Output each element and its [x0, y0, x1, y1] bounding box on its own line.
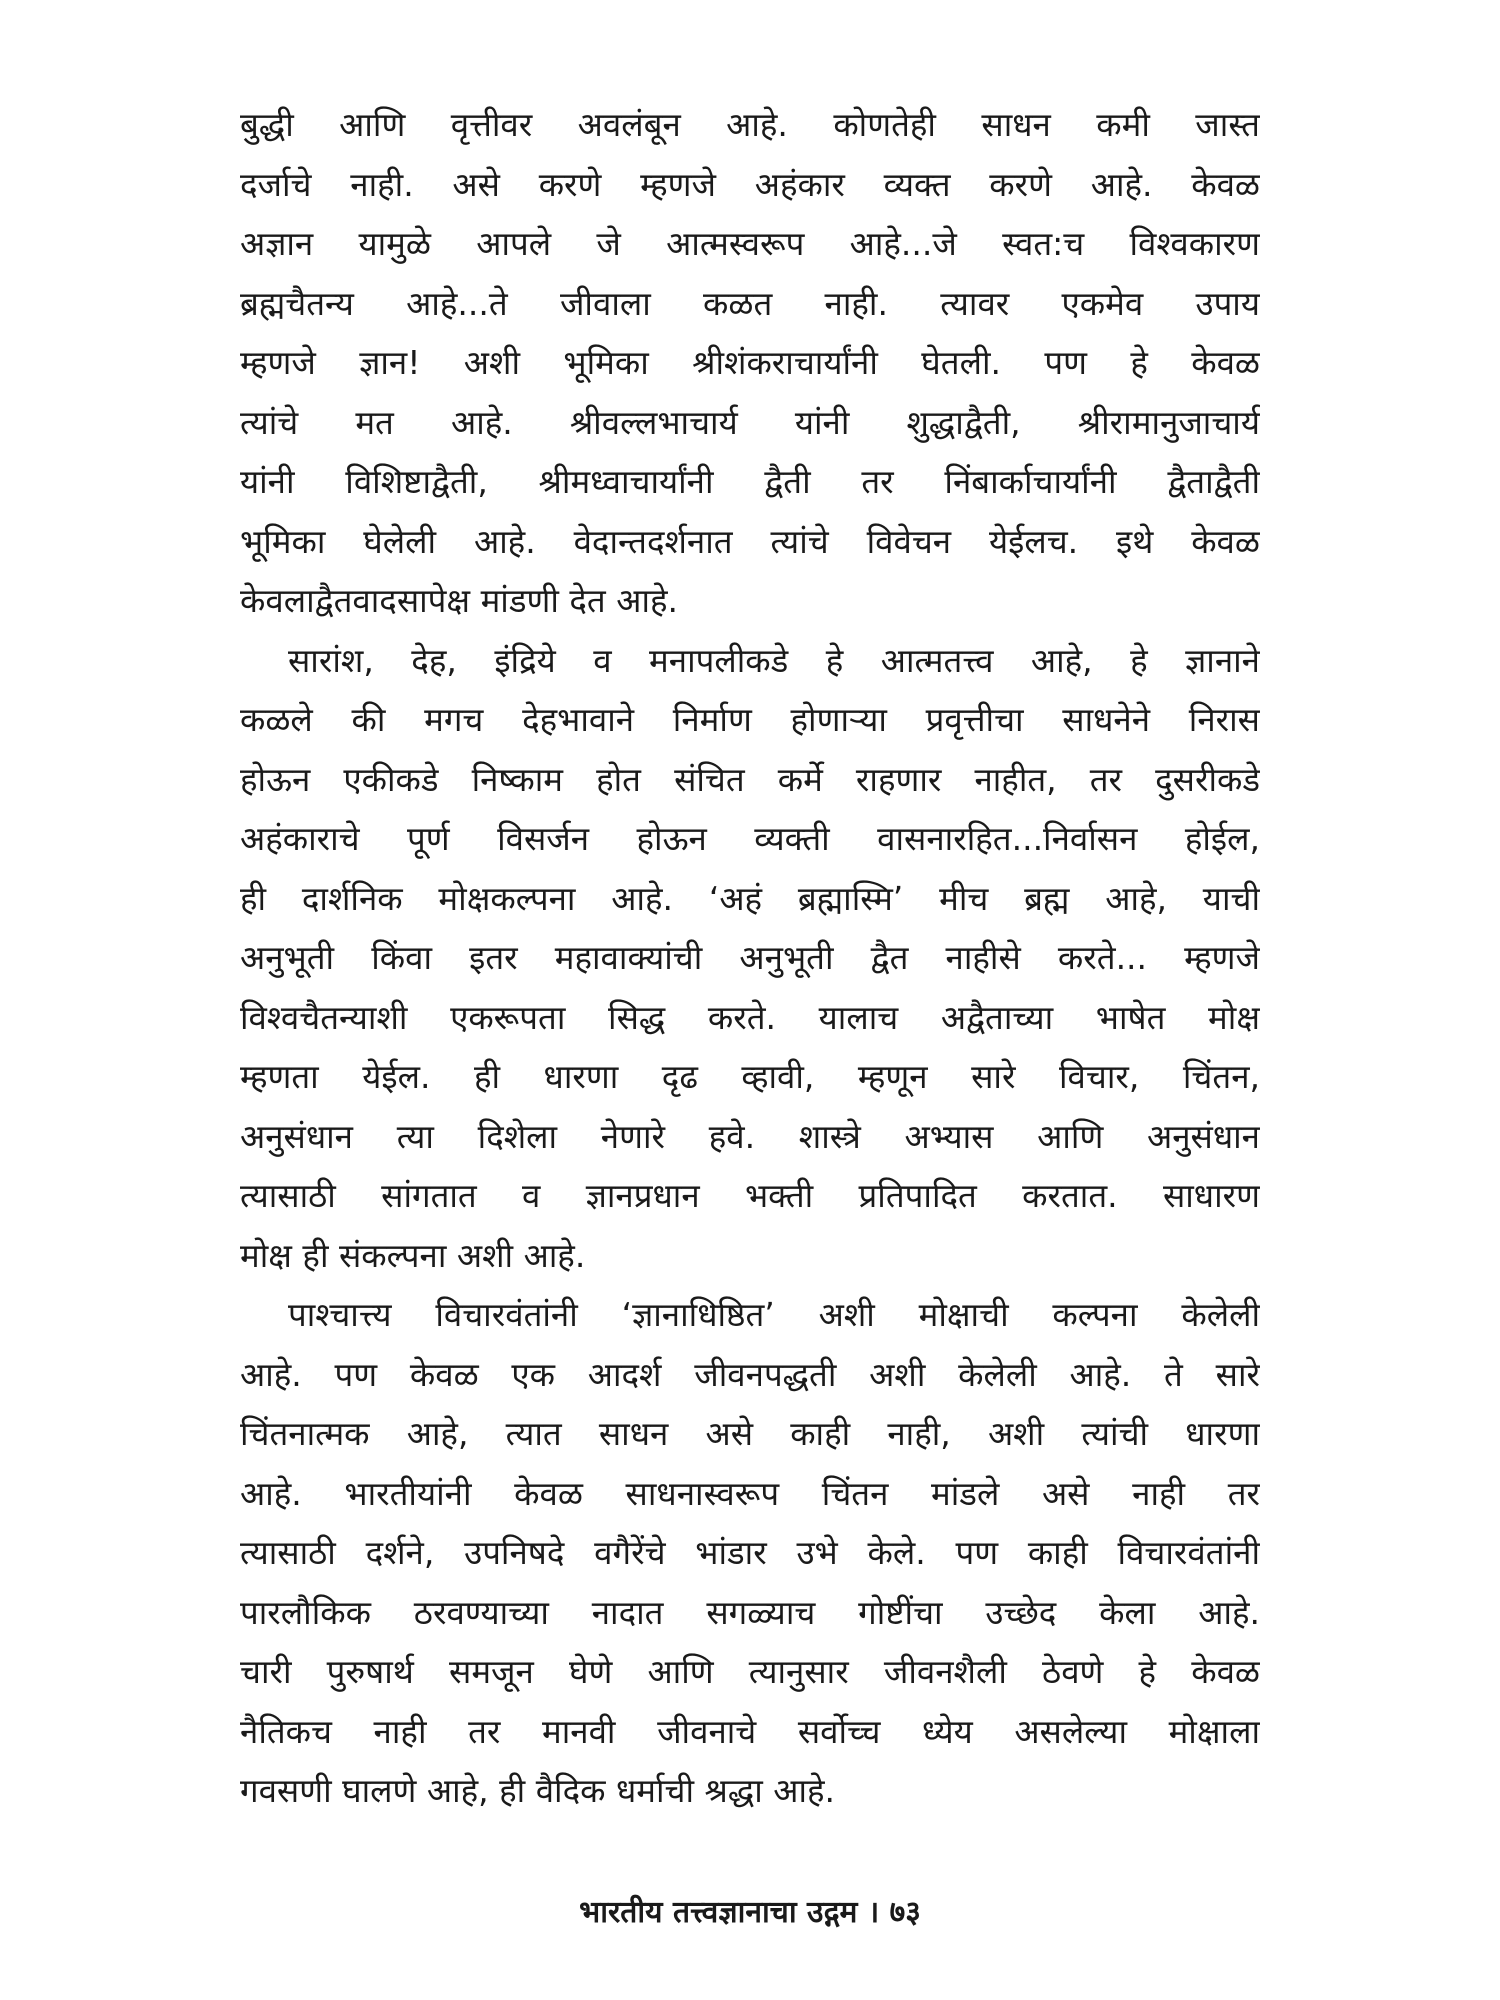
text-line: दर्जाचे नाही. असे करणे म्हणजे अहंकार व्यक्त करणे आहे. केवळ: [240, 164, 1260, 204]
paragraph: [240, 1285, 1260, 1821]
text-line: सारांश, देह, इंद्रिये व मनापलीकडे हे आत्मतत्त्व आहे, हे ज्ञानाने: [288, 640, 1260, 680]
text-line: म्हणता येईल. ही धारणा दृढ व्हावी, म्हणून सारे विचार, चिंतन,: [240, 1057, 1260, 1096]
text-line: मोक्ष ही संकल्पना अशी आहे.: [240, 1235, 586, 1275]
text-line: आहे. पण केवळ एक आदर्श जीवनपद्धती अशी केलेली आहे. ते सारे: [240, 1354, 1260, 1394]
text-line: त्यांचे मत आहे. श्रीवल्लभाचार्य यांनी शुद्धाद्वैती, श्रीरामानुजाचार्य: [240, 402, 1260, 442]
text-line: चारी पुरुषार्थ समजून घेणे आणि त्यानुसार जीवनशैली ठेवणे हे केवळ: [240, 1652, 1260, 1691]
body-text: [240, 95, 1260, 1821]
text-line: त्यासाठी सांगतात व ज्ञानप्रधान भक्ती प्रतिपादित करतात. साधारण: [240, 1176, 1260, 1215]
text-line: चिंतनात्मक आहे, त्यात साधन असे काही नाही, अशी त्यांची धारणा: [240, 1414, 1260, 1453]
text-line: त्यासाठी दर्शने, उपनिषदे वगैरेंचे भांडार उभे केले. पण काही विचारवंतांनी: [240, 1533, 1260, 1572]
text-line: म्हणजे ज्ञान! अशी भूमिका श्रीशंकराचार्यांनी घेतली. पण हे केवळ: [240, 343, 1260, 382]
text-line: केवलाद्वैतवादसापेक्ष मांडणी देत आहे.: [240, 581, 678, 620]
text-line: अनुभूती किंवा इतर महावाक्यांची अनुभूती द्वैत नाहीसे करते... म्हणजे: [240, 938, 1260, 977]
text-line: अहंकाराचे पूर्ण विसर्जन होऊन व्यक्ती वासनारहित...निर्वासन होईल,: [240, 819, 1260, 858]
text-line: ब्रह्मचैतन्य आहे...ते जीवाला कळत नाही. त्यावर एकमेव उपाय: [240, 283, 1260, 323]
text-line: पाश्चात्त्य विचारवंतांनी ‘ज्ञानाधिष्ठित’ अशी मोक्षाची कल्पना केलेली: [288, 1295, 1260, 1334]
text-line: होऊन एकीकडे निष्काम होत संचित कर्मे राहणार नाहीत, तर दुसरीकडे: [240, 759, 1260, 799]
text-line: भूमिका घेलेली आहे. वेदान्तदर्शनात त्यांचे विवेचन येईलच. इथे केवळ: [240, 521, 1260, 561]
text-line: नैतिकच नाही तर मानवी जीवनाचे सर्वोच्च ध्येय असलेल्या मोक्षाला: [240, 1711, 1260, 1751]
text-line: अनुसंधान त्या दिशेला नेणारे हवे. शास्त्रे अभ्यास आणि अनुसंधान: [240, 1116, 1260, 1156]
text-line: विश्वचैतन्याशी एकरूपता सिद्ध करते. यालाच अद्वैताच्या भाषेत मोक्ष: [240, 997, 1260, 1037]
paragraph: [240, 95, 1260, 631]
text-line: आहे. भारतीयांनी केवळ साधनास्वरूप चिंतन मांडले असे नाही तर: [240, 1473, 1260, 1513]
text-line: बुद्धी आणि वृत्तीवर अवलंबून आहे. कोणतेही साधन कमी जास्त: [240, 105, 1260, 144]
text-line: अज्ञान यामुळे आपले जे आत्मस्वरूप आहे...जे स्वत:च विश्वकारण: [240, 224, 1260, 263]
text-line: ही दार्शनिक मोक्षकल्पना आहे. ‘अहं ब्रह्मास्मि’ मीच ब्रह्म आहे, याची: [240, 878, 1260, 918]
text-line: यांनी विशिष्टाद्वैती, श्रीमध्वाचार्यांनी द्वैती तर निंबार्काचार्यांनी द्वैताद्वैती: [240, 462, 1260, 501]
text-line: कळले की मगच देहभावाने निर्माण होणाऱ्या प्रवृत्तीचा साधनेने निरास: [240, 700, 1260, 739]
text-line: पारलौकिक ठरवण्याच्या नादात सगळ्याच गोष्टींचा उच्छेद केला आहे.: [240, 1592, 1260, 1632]
text-line: गवसणी घालणे आहे, ही वैदिक धर्माची श्रद्धा आहे.: [240, 1771, 836, 1810]
page-footer: भारतीय तत्त्वज्ञानाचा उद्गम । ७३: [579, 1895, 921, 1930]
paragraph: [240, 631, 1260, 1286]
